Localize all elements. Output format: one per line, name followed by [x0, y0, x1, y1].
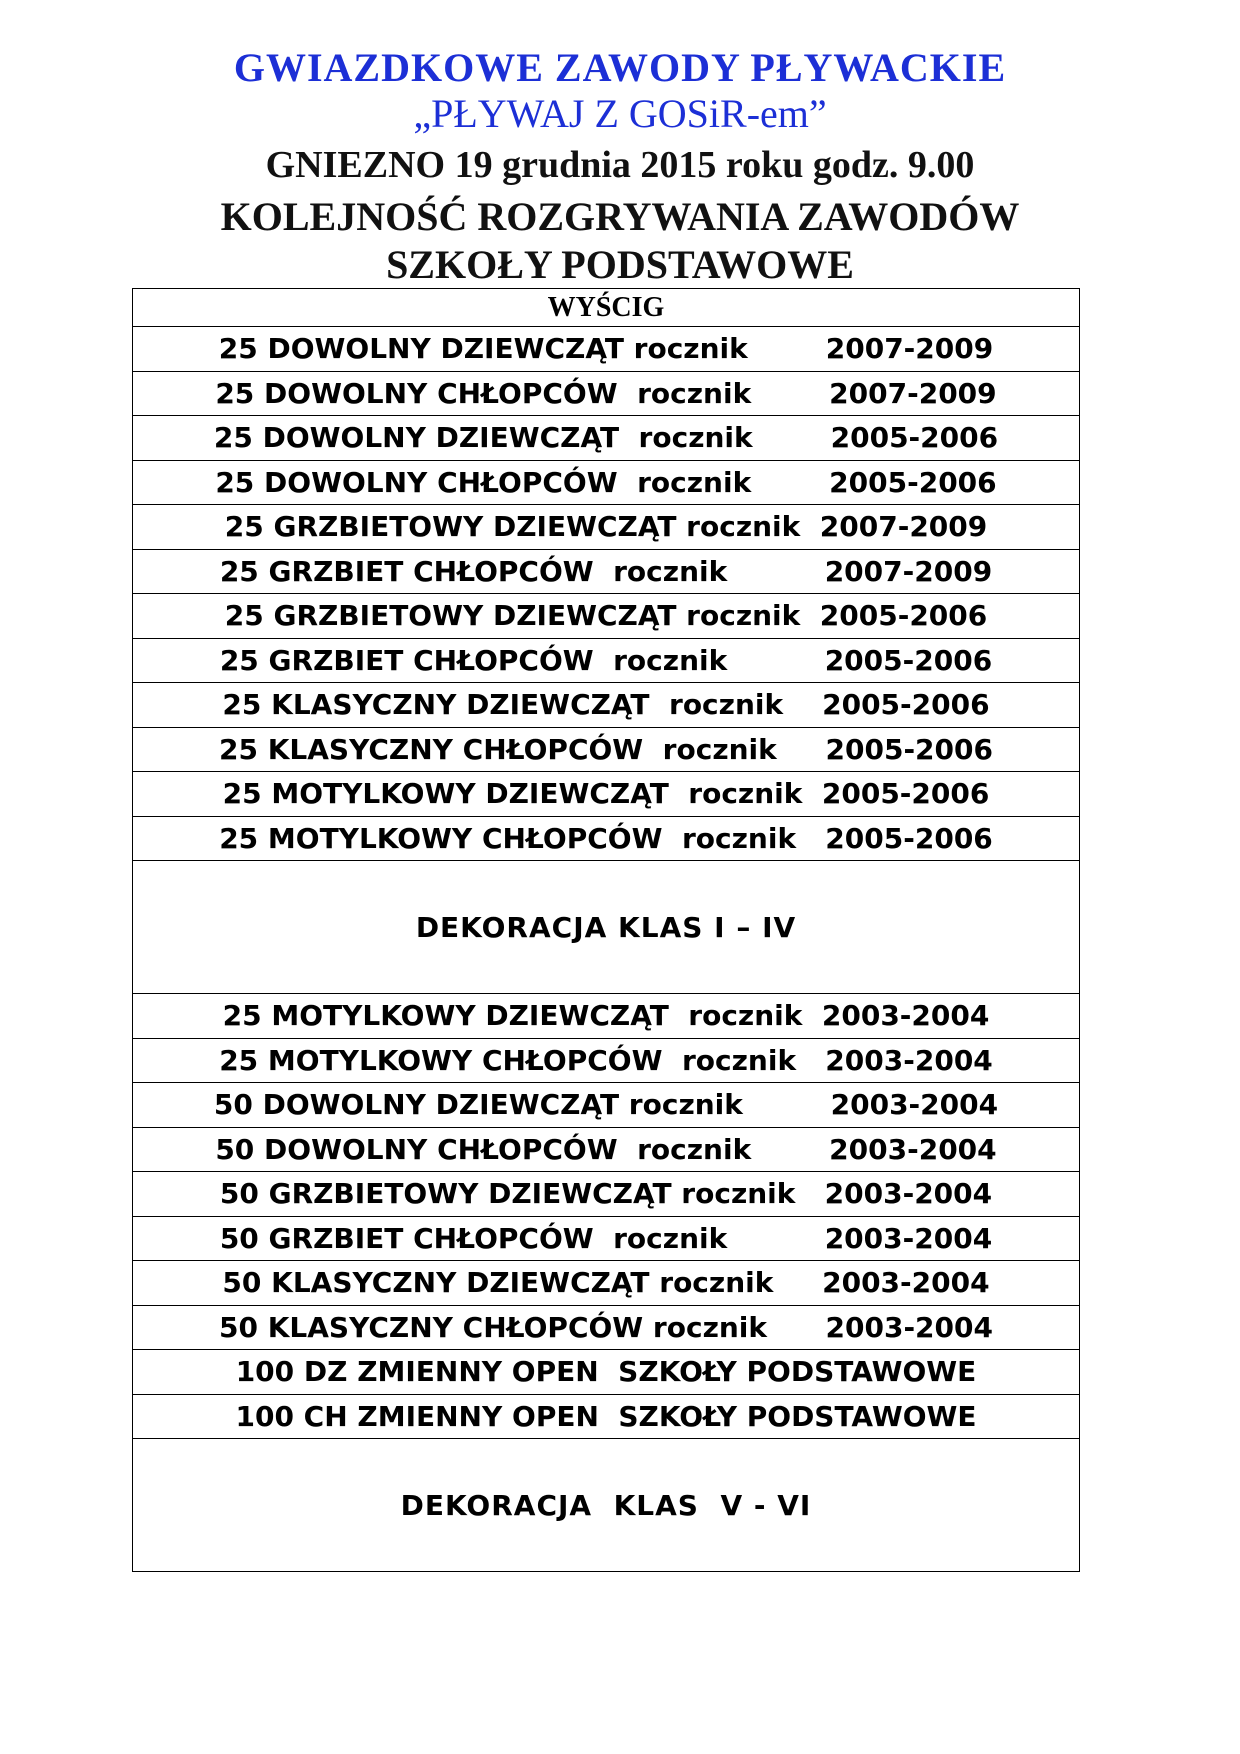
race-cell: 25 DOWOLNY CHŁOPCÓW rocznik 2005-2006	[133, 460, 1080, 505]
race-cell: 25 GRZBIET CHŁOPCÓW rocznik 2005-2006	[133, 638, 1080, 683]
table-row	[133, 371, 1080, 416]
table-row	[133, 683, 1080, 728]
race-cell: 50 GRZBIET CHŁOPCÓW rocznik 2003-2004	[133, 1216, 1080, 1261]
race-cell: 25 GRZBIETOWY DZIEWCZĄT rocznik 2005-2006	[133, 594, 1080, 639]
decoration-row	[133, 1439, 1080, 1572]
race-cell: 25 KLASYCZNY CHŁOPCÓW rocznik 2005-2006	[133, 727, 1080, 772]
table-row	[133, 1394, 1080, 1439]
race-cell: 25 MOTYLKOWY DZIEWCZĄT rocznik 2005-2006	[133, 772, 1080, 817]
race-cell: 25 KLASYCZNY DZIEWCZĄT rocznik 2005-2006	[133, 683, 1080, 728]
race-schedule-table	[132, 288, 1080, 1572]
schools-heading: SZKOŁY PODSTAWOWE	[386, 242, 854, 287]
order-heading: KOLEJNOŚĆ ROZGRYWANIA ZAWODÓW	[220, 194, 1020, 239]
event-date-line: GNIEZNO 19 grudnia 2015 roku godz. 9.00	[265, 144, 975, 186]
race-cell: 25 MOTYLKOWY DZIEWCZĄT rocznik 2003-2004	[133, 994, 1080, 1039]
race-cell: 50 KLASYCZNY DZIEWCZĄT rocznik 2003-2004	[133, 1261, 1080, 1306]
table-row	[133, 638, 1080, 683]
race-cell: 50 DOWOLNY CHŁOPCÓW rocznik 2003-2004	[133, 1127, 1080, 1172]
race-cell: 25 DOWOLNY CHŁOPCÓW rocznik 2007-2009	[133, 371, 1080, 416]
table-row	[133, 460, 1080, 505]
race-cell: 100 CH ZMIENNY OPEN SZKOŁY PODSTAWOWE	[133, 1394, 1080, 1439]
race-cell: 25 DOWOLNY DZIEWCZĄT rocznik 2007-2009	[133, 327, 1080, 372]
table-row	[133, 727, 1080, 772]
table-row	[133, 594, 1080, 639]
decoration-cell: DEKORACJA KLAS V - VI	[133, 1439, 1080, 1572]
race-cell: 25 DOWOLNY DZIEWCZĄT rocznik 2005-2006	[133, 416, 1080, 461]
table-row	[133, 1305, 1080, 1350]
race-cell: 50 DOWOLNY DZIEWCZĄT rocznik 2003-2004	[133, 1083, 1080, 1128]
table-row	[133, 1172, 1080, 1217]
table-row	[133, 416, 1080, 461]
table-row	[133, 1127, 1080, 1172]
table-row	[133, 327, 1080, 372]
table-row	[133, 549, 1080, 594]
race-cell: 25 MOTYLKOWY CHŁOPCÓW rocznik 2003-2004	[133, 1038, 1080, 1083]
decoration-row	[133, 861, 1080, 994]
race-cell: 25 GRZBIET CHŁOPCÓW rocznik 2007-2009	[133, 549, 1080, 594]
table-row	[133, 1216, 1080, 1261]
table-row	[133, 1083, 1080, 1128]
table-row	[133, 505, 1080, 550]
table-title-row	[133, 289, 1080, 327]
table-row	[133, 1350, 1080, 1395]
event-subtitle: „PŁYWAJ Z GOSiR-em”	[413, 91, 827, 136]
race-cell: 25 GRZBIETOWY DZIEWCZĄT rocznik 2007-2009	[133, 505, 1080, 550]
table-row	[133, 816, 1080, 861]
race-cell: 100 DZ ZMIENNY OPEN SZKOŁY PODSTAWOWE	[133, 1350, 1080, 1395]
race-cell: 25 MOTYLKOWY CHŁOPCÓW rocznik 2005-2006	[133, 816, 1080, 861]
table-row	[133, 1038, 1080, 1083]
table-row	[133, 772, 1080, 817]
event-title: GWIAZDKOWE ZAWODY PŁYWACKIE	[233, 45, 1007, 90]
table-row	[133, 994, 1080, 1039]
table-row	[133, 1261, 1080, 1306]
table-title: WYŚCIG	[133, 289, 1080, 327]
race-cell: 50 KLASYCZNY CHŁOPCÓW rocznik 2003-2004	[133, 1305, 1080, 1350]
race-cell: 50 GRZBIETOWY DZIEWCZĄT rocznik 2003-2004	[133, 1172, 1080, 1217]
decoration-cell: DEKORACJA KLAS I – IV	[133, 861, 1080, 994]
